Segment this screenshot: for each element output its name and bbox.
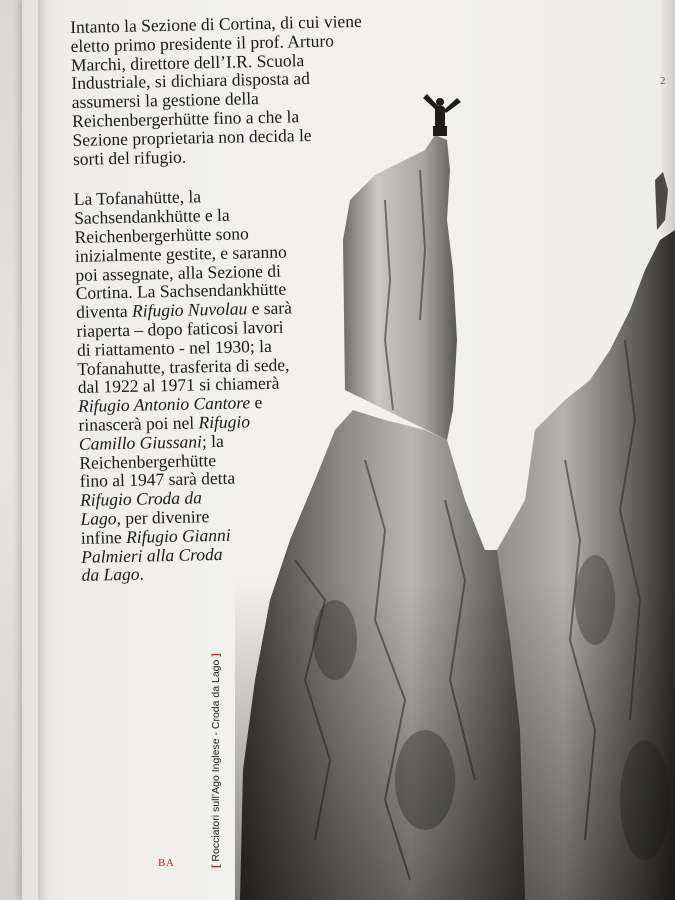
text-run: infine — [80, 526, 127, 548]
text-line: poi assegnate, alla Sezione di — [75, 260, 282, 285]
text-line: inizialmente gestite, e saranno — [74, 241, 288, 266]
caption-bracket-close: ] — [210, 653, 222, 657]
text-run: . — [139, 563, 145, 584]
text-line: Intanto la Sezione di Cortina, di cui viene — [69, 10, 362, 37]
text-line: Sezione proprietaria non decida le — [72, 124, 312, 150]
text-italic: Rifugio Nuvolau — [131, 298, 248, 321]
text-line: di riattamento - nel 1930; la — [76, 335, 273, 360]
article-text — [70, 11, 432, 585]
paragraph-1 — [70, 11, 423, 169]
text-line: La Tofanahütte, la — [73, 186, 202, 210]
text-line: assumersi la gestione della — [71, 88, 260, 113]
text-italic: Rifugio — [198, 411, 251, 433]
text-line: eletto primo presidente il prof. Arturo — [70, 30, 335, 56]
text-line: Cortina. La Sachsendankhütte — [75, 278, 287, 304]
text-line: riaperta – dopo faticosi lavori — [76, 316, 284, 341]
text-line: Reichenbergerhütte sono — [74, 223, 249, 247]
text-line: dal 1922 al 1971 si chiamerà — [77, 373, 280, 398]
text-line: Marchi, direttore dell’I.R. Scuola — [70, 49, 305, 75]
text-italic: da Lago — [81, 563, 140, 586]
text-run: e sarà — [247, 297, 293, 319]
text-italic: Rifugio Gianni — [125, 524, 231, 547]
text-line: Reichenbergerhütte — [79, 449, 217, 473]
text-line: Reichenbergerhütte fino a che la — [71, 106, 300, 131]
photo-caption — [210, 653, 222, 868]
text-line: Sachsendankhütte e la — [73, 204, 230, 229]
text-italic: Rifugio Croda da — [79, 487, 203, 511]
text-run: ; la — [201, 430, 224, 452]
text-italic: Palmieri alla Croda — [81, 543, 223, 567]
text-italic: Rifugio Antonio Cantore — [77, 392, 251, 417]
text-line: fino al 1947 sarà detta — [79, 467, 236, 492]
caption-bracket-open: [ — [210, 864, 222, 868]
climber-figure — [423, 94, 461, 136]
text-line: sorti del rifugio. — [72, 146, 187, 169]
caption-text: Rocciatori sull’Ago Inglese - Croda da Lago — [210, 656, 222, 865]
page-folio: BA — [158, 857, 175, 869]
text-run: diventa — [75, 300, 133, 323]
text-run: , per divenire — [116, 506, 210, 529]
text-line: Industriale, si dichiara disposta ad — [71, 68, 311, 94]
text-italic: Camillo Giussani — [78, 431, 203, 454]
next-page-number: 2 — [660, 75, 666, 87]
gutter-shadow — [38, 0, 50, 900]
text-run: rinascerà poi nel — [78, 412, 199, 435]
text-italic: Lago — [80, 508, 117, 529]
text-line: Tofanahutte, trasferita di sede, — [77, 354, 290, 379]
paragraph-2 — [74, 183, 432, 585]
text-run: e — [249, 392, 263, 413]
